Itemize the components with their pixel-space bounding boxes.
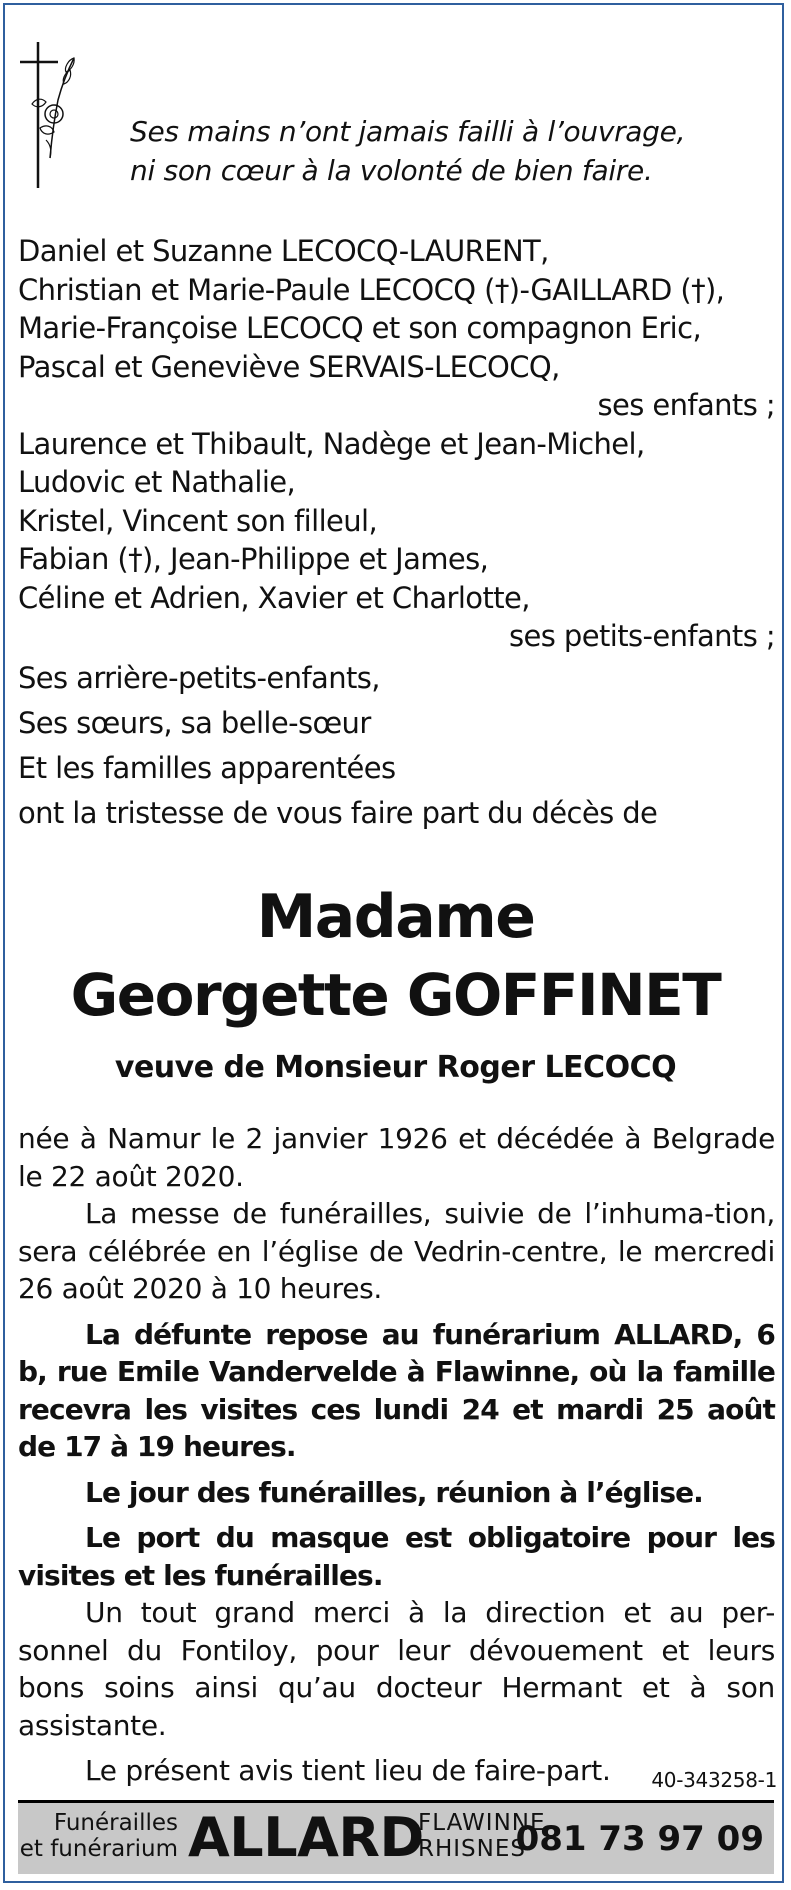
grandchildren-role: ses petits-enfants ; bbox=[509, 619, 775, 653]
relatives-line: Ses sœurs, sa belle-sœur bbox=[18, 705, 371, 740]
banner-brand: ALLARD bbox=[188, 1806, 424, 1869]
cross-with-flower-icon bbox=[18, 40, 78, 190]
birth-death-paragraph: née à Namur le 2 janvier 1926 et décédée à Belgrade le 22 août 2020. bbox=[18, 1122, 775, 1193]
funeral-home-banner bbox=[18, 1800, 774, 1874]
notice-paragraph: Le présent avis tient lieu de faire-part. bbox=[85, 1754, 611, 1787]
child-line: Christian et Marie-Paule LECOCQ (†)-GAILLARD (†), bbox=[18, 272, 725, 307]
widow-of: veuve de Monsieur Roger LECOCQ bbox=[114, 1050, 677, 1085]
child-line: Pascal et Geneviève SERVAIS-LECOCQ, bbox=[18, 349, 560, 384]
epitaph-line: ni son cœur à la volonté de bien faire. bbox=[130, 154, 653, 187]
family-list bbox=[18, 232, 775, 836]
notice-body bbox=[18, 1120, 775, 1790]
relatives-line: Ses arrière-petits-enfants, bbox=[18, 660, 380, 695]
mask-paragraph: Le port du masque est obligatoire pour les visites et les funérailles. bbox=[18, 1521, 775, 1592]
children-role: ses enfants ; bbox=[597, 388, 775, 422]
banner-phone: 081 73 97 09 bbox=[515, 1819, 764, 1859]
grandchild-line: Fabian (†), Jean-Philippe et James, bbox=[18, 542, 489, 576]
relatives-line: Et les familles apparentées bbox=[18, 750, 396, 785]
epitaph-line: Ses mains n’ont jamais failli à l’ouvrage, bbox=[130, 115, 686, 148]
banner-service bbox=[18, 1810, 178, 1862]
reference-number: 40-343258-1 bbox=[651, 1768, 777, 1792]
grandchild-line: Céline et Adrien, Xavier et Charlotte, bbox=[18, 580, 530, 615]
grandchild-line: Kristel, Vincent son filleul, bbox=[18, 503, 378, 538]
deceased-title: Madame bbox=[256, 882, 535, 952]
funeral-mass-paragraph: La messe de funérailles, suivie de l’inhuma-tion, sera célébrée en l’église de Vedrin-centre, le mercredi 26 août 2020 à 10 heures. bbox=[18, 1197, 775, 1305]
child-line: Marie-Françoise LECOCQ et son compagnon Eric, bbox=[18, 311, 702, 345]
grandchild-line: Ludovic et Nathalie, bbox=[18, 465, 296, 499]
banner-town: FLAWINNE bbox=[418, 1810, 546, 1836]
announcement-line: ont la tristesse de vous faire part du décès de bbox=[18, 795, 658, 830]
grandchild-line: Laurence et Thibault, Nadège et Jean-Michel, bbox=[18, 426, 645, 461]
epitaph bbox=[130, 112, 685, 190]
deceased-name: Georgette GOFFINET bbox=[70, 961, 721, 1029]
banner-service-line: et funérarium bbox=[19, 1836, 178, 1862]
child-line: Daniel et Suzanne LECOCQ-LAURENT, bbox=[18, 234, 549, 268]
banner-service-line: Funérailles bbox=[53, 1810, 178, 1836]
banner-town: RHISNES bbox=[418, 1836, 526, 1862]
thanks-paragraph: Un tout grand merci à la direction et au per-sonnel du Fontiloy, pour leur dévouement et leurs bons soins ainsi qu’au docteur Hermant et à son assistante. bbox=[18, 1596, 775, 1742]
visitation-paragraph: La défunte repose au funérarium ALLARD, 6 b, rue Emile Vandervelde à Flawinne, où la famille recevra les visites ces lundi 24 et mardi 25 août de 17 à 19 heures. bbox=[18, 1317, 775, 1463]
meeting-paragraph: Le jour des funérailles, réunion à l’église. bbox=[85, 1475, 703, 1509]
